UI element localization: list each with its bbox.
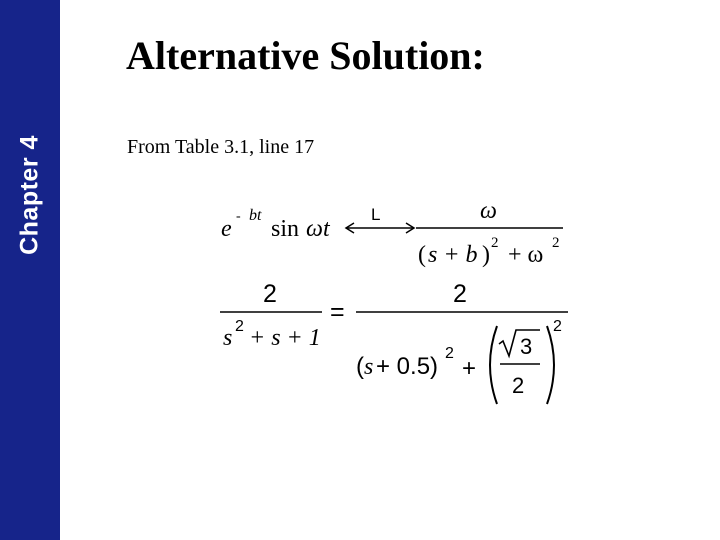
large-close-paren bbox=[547, 326, 554, 404]
large-open-paren bbox=[490, 326, 497, 404]
eq2-lhs-den-rest: + s + 1 bbox=[249, 325, 321, 351]
eq2-rhs-den-plus: + bbox=[462, 355, 477, 382]
eq2-equals: = bbox=[330, 298, 345, 326]
eq1-den-sq1: 2 bbox=[491, 235, 499, 251]
completed-square-equation bbox=[220, 280, 568, 404]
eq2-lhs-den-s: s bbox=[223, 325, 233, 351]
eq1-den-close: ) bbox=[482, 242, 490, 268]
eq1-sin: sin bbox=[271, 216, 300, 242]
eq2-rhs-den-rest: + 0.5) bbox=[376, 353, 439, 380]
slide-subtitle: From Table 3.1, line 17 bbox=[127, 136, 315, 158]
eq2-lhs-den-sq: 2 bbox=[235, 318, 244, 335]
eq2-sqrt-arg: 3 bbox=[520, 334, 533, 359]
slide-title: Alternative Solution: bbox=[126, 33, 485, 78]
double-arrow-icon bbox=[346, 223, 414, 233]
eq1-omega-t: ωt bbox=[306, 216, 330, 242]
eq1-den-open: ( bbox=[418, 242, 426, 268]
laplace-pair-equation bbox=[221, 198, 563, 268]
chapter-label: Chapter 4 bbox=[15, 135, 44, 255]
eq2-inner-den: 2 bbox=[512, 373, 525, 398]
eq1-exp-bt: bt bbox=[249, 207, 262, 224]
eq2-rhs-numerator: 2 bbox=[453, 280, 467, 308]
eq2-rhs-den-sq: 2 bbox=[445, 345, 454, 362]
eq1-transform-symbol: L bbox=[371, 205, 381, 224]
eq2-rhs-den-open: ( bbox=[356, 353, 364, 380]
eq1-e: e bbox=[221, 216, 232, 242]
eq1-den-plus-omega: + ω bbox=[508, 242, 544, 268]
eq2-rhs-den-s: s bbox=[364, 354, 374, 380]
eq2-lhs-numerator: 2 bbox=[263, 280, 277, 308]
eq1-exp-minus: - bbox=[236, 209, 241, 224]
eq1-numerator: ω bbox=[480, 198, 497, 224]
eq2-outer-sq: 2 bbox=[553, 318, 562, 335]
eq1-den-s-plus-b: s + b bbox=[428, 242, 478, 268]
eq1-den-sq2: 2 bbox=[552, 235, 560, 251]
